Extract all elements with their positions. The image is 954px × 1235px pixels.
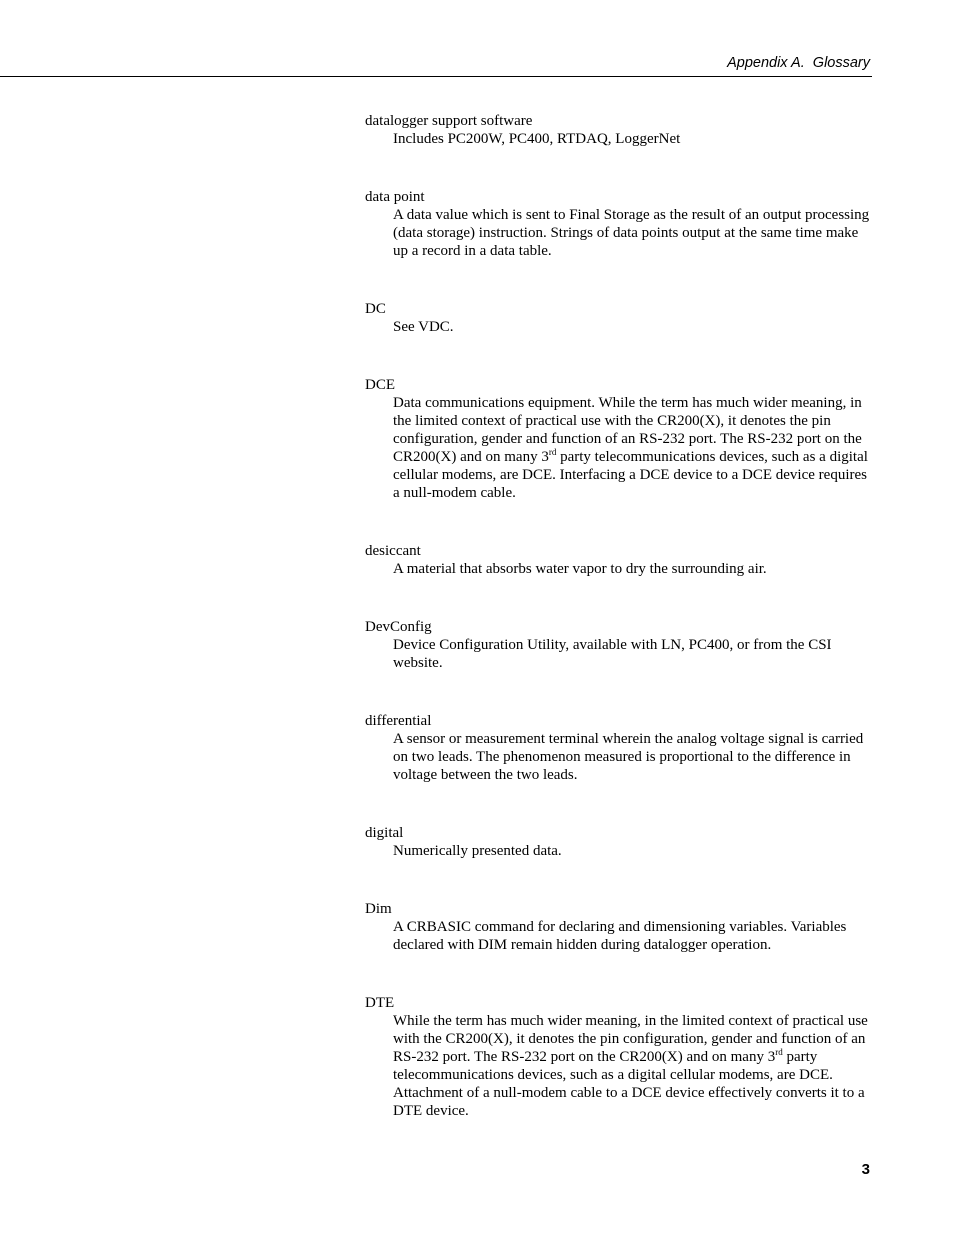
glossary-entry <box>365 376 870 502</box>
glossary-entry <box>365 994 870 1120</box>
glossary-term: desiccant <box>365 543 421 559</box>
glossary-definition <box>393 918 870 954</box>
definition-text: Device Configuration Utility, available with LN, PC400, or from the CSI website. <box>393 637 832 671</box>
ordinal-superscript: rd <box>775 1047 783 1057</box>
glossary-definition <box>393 636 870 672</box>
glossary-entry <box>365 900 870 954</box>
definition-text: While the term has much wider meaning, in the limited context of practical use with the CR200(X), it denotes the pin configuration, gender and function of an RS-232 port. The RS-232 port on the CR200(X) and on many 3 <box>393 1013 868 1065</box>
ordinal-superscript: rd <box>548 447 557 457</box>
definition-text: Numerically presented data. <box>393 843 562 859</box>
definition-text: A data value which is sent to Final Storage as the result of an output processing (data storage) instruction. Strings of data points output at the same time make up a record in a data table. <box>393 207 870 259</box>
glossary-term: data point <box>365 189 425 205</box>
glossary-entry <box>365 712 870 784</box>
glossary-entry <box>365 542 870 578</box>
definition-text: party telecommunications devices, such as a digital cellular modems, are DCE. Attachment of a null-modem cable to a DCE device effectively converts it to a DTE device. <box>393 1049 865 1119</box>
glossary-term: DCE <box>365 377 395 393</box>
glossary-definition <box>393 130 870 148</box>
definition-text: party telecommunications devices, such as a digital cellular modems, are DCE. Interfacing a DCE device to a DCE device requires a null-modem cable. <box>393 449 868 501</box>
definition-text: A material that absorbs water vapor to dry the surrounding air. <box>393 561 767 577</box>
definition-text: A CRBASIC command for declaring and dimensioning variables. Variables declared with DIM remain hidden during datalogger operation. <box>393 919 847 953</box>
glossary-definition <box>393 730 870 784</box>
header-rule <box>0 76 872 77</box>
definition-text: Data communications equipment. While the term has much wider meaning, in the limited context of practical use with the CR200(X), it denotes the pin configuration, gender and function of an RS-232 port. The RS-232 port on the CR200(X) and on many 3 <box>393 395 862 465</box>
page-number: 3 <box>861 1161 870 1178</box>
glossary-term: DC <box>365 301 386 317</box>
glossary-term: digital <box>365 825 404 841</box>
glossary-definition <box>393 842 870 860</box>
glossary-term: Dim <box>365 901 392 917</box>
glossary-definition <box>393 560 870 578</box>
glossary-entry <box>365 618 870 672</box>
glossary-term: DevConfig <box>365 619 432 635</box>
glossary-term: DTE <box>365 995 395 1011</box>
page-header-title: Appendix A. Glossary <box>727 55 870 71</box>
glossary-term: differential <box>365 713 432 729</box>
glossary-term: datalogger support software <box>365 113 533 129</box>
glossary-definition <box>393 318 870 336</box>
glossary-definition <box>393 1012 870 1120</box>
definition-text: A sensor or measurement terminal wherein the analog voltage signal is carried on two leads. The phenomenon measured is proportional to the difference in voltage between the two leads. <box>393 731 864 783</box>
definition-text: See VDC. <box>393 319 454 335</box>
glossary-list <box>365 112 870 1160</box>
glossary-entry <box>365 300 870 336</box>
glossary-entry <box>365 824 870 860</box>
definition-text: Includes PC200W, PC400, RTDAQ, LoggerNet <box>393 131 681 147</box>
glossary-entry <box>365 112 870 148</box>
glossary-definition <box>393 394 870 502</box>
glossary-entry <box>365 188 870 260</box>
glossary-definition <box>393 206 870 260</box>
